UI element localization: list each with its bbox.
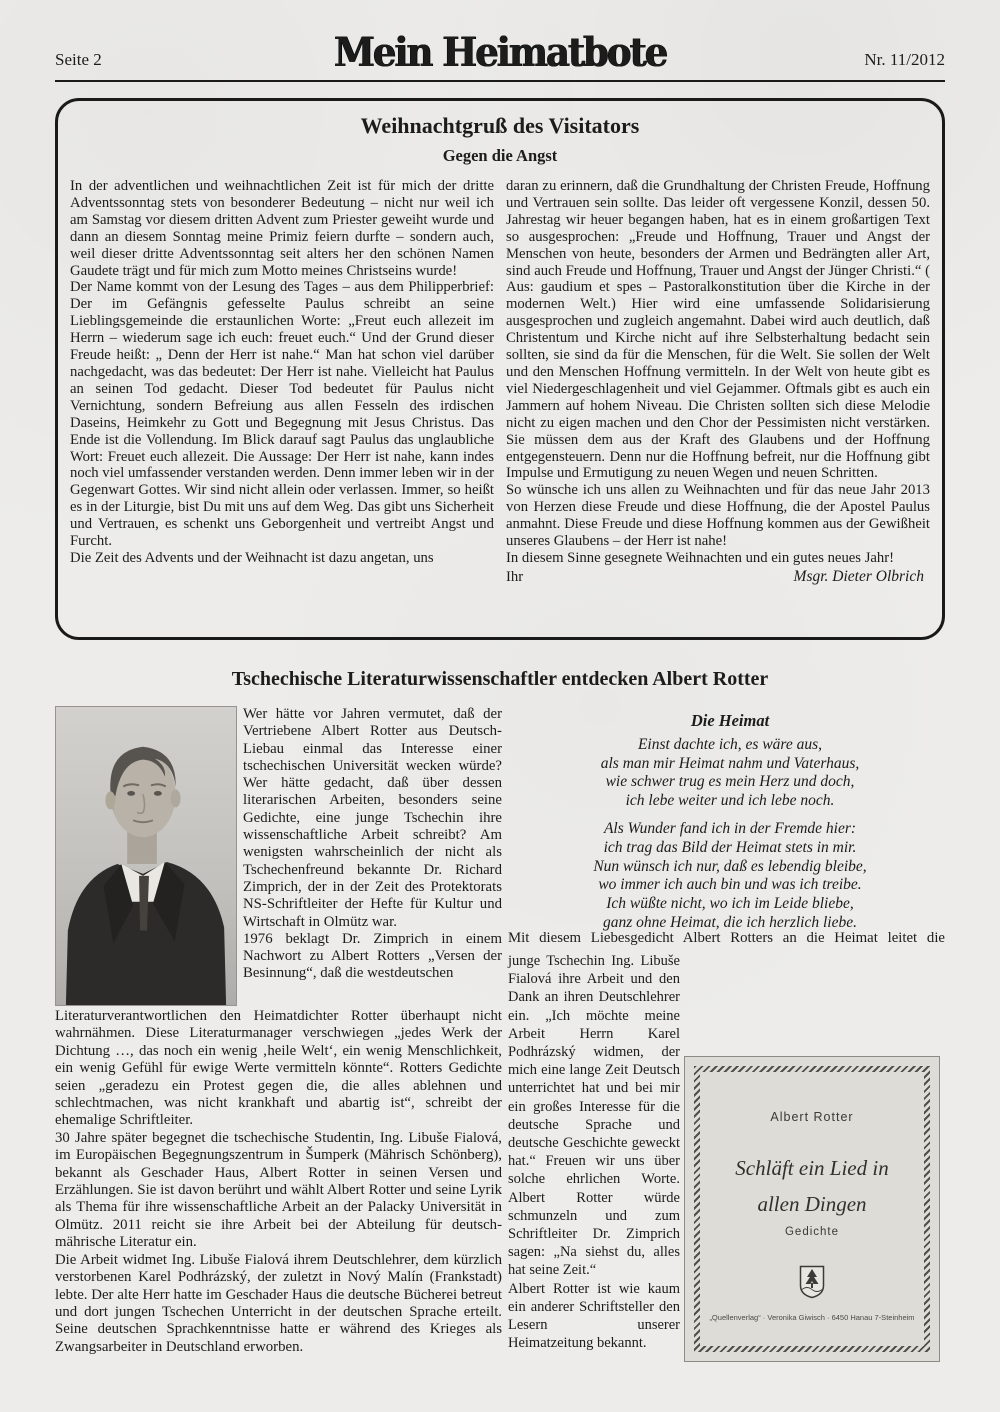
paragraph: 30 Jahre später begegnet die tschechische Studentin, Ing. Libuše Fialová, im Europäischen Begegnungszentrum in Šumperk (Mährisch Schönberg), bekannt als Geschader Haus, Albert Rotter in seinen Versen und Erzählungen. Sie ist davon berührt und wählt Albert Rotter und seine Lyrik als Thema für ihre wissenschaftliche Arbeit an der Palacky Universität in Olmütz. 2011 reicht sie ihre Arbeit bei der Abteilung für deutsch-mährische Literatur ein. (55, 1129, 502, 1251)
greeting-title: Weihnachtgruß des Visitators (360, 113, 640, 138)
poem-line: ganz ohne Heimat, die ich herzlich liebe. (603, 913, 857, 931)
book-subtitle: Gedichte (784, 1226, 840, 1238)
poem-line: Ich wüßte nicht, wo ich im Leide bliebe, (606, 895, 854, 913)
portrait-photo-graphic (56, 707, 236, 1005)
paragraph: junge Tschechin Ing. Libuše Fialová ihre Arbeit und den Dank an ihren Deutschlehrer ein. „Ich möchte meine Arbeit Herrn Karel Podhrázský widmen, der mich eine lange Zeit Deutsch unterrichtet hat und bei mir ein großes Interesse für die deutsche Sprache und deutsche Geschichte geweckt hat.“ Freuen wir uns über solche ehrlichen Worte. Albert Rotter würde schmunzeln und zum Schriftleiter Dr. Zimprich sagen: „Na siehst du, alles hat seine Zeit.“ (508, 953, 680, 1279)
paragraph: 1976 beklagt Dr. Zimprich in einem Nachwort zu Albert Rotters „Versen der Besinnung“, daß die westdeutschen (243, 930, 502, 982)
poem-line: wo immer ich auch bin und was ich treibe. (598, 876, 862, 894)
book-title-line-1: Schläft ein Lied in (735, 1156, 889, 1180)
lead-line: Mit diesem Liebesgedicht Albert Rotters an die Heimat leitet die (508, 930, 945, 946)
portrait-photo (55, 706, 237, 1006)
poem-line: ich lebe weiter und ich lebe noch. (625, 792, 835, 810)
paragraph: Die Arbeit widmet Ing. Libuše Fialová ihrem Deutschlehrer, dem kürzlich verstorbenen Karel Podhrázský, der zuletzt in Nový Malín (Frankstadt) lebte. Der alte Herr hatte im Geschader Haus die deutsche Bücherei betreut und dort jungen Tschechen Unterricht in der deutschen Sprache erteilt. Seine deutschen Sprachkenntnisse hatte er während des Krieges als Zwangsarbeiter in Deutschland erworben. (55, 1251, 502, 1355)
header-divider (55, 80, 945, 82)
poem-line: ich trag das Bild der Heimat stets in mir. (603, 838, 857, 856)
book-publisher-line: „Quellenverlag“ · Veronika Giwisch · 6450 Hanau 7-Steinheim (709, 1313, 915, 1322)
newspaper-masthead: Mein Heimatbote (333, 28, 667, 76)
signature-row (506, 569, 930, 586)
visitator-greeting-box (55, 98, 945, 640)
poem-stanza-2 (520, 820, 940, 933)
article-middle-column (243, 706, 502, 983)
paragraph: So wünsche ich uns allen zu Weihnachten und für das neue Jahr 2013 von Herzen diese Freude und diese Hoffnung, die der Apostel Paulus anmahnt. Diese Freude und diese Hoffnung kommen aus der Gewißheit unseres Glaubens – der Herr ist nahe! (506, 482, 930, 550)
paragraph: Wer hätte vor Jahren vermutet, daß der Vertriebene Albert Rotter aus Deutsch-Liebau einmal das Interesse einer tschechischen Universität wecken würde? Wer hätte gedacht, daß über dessen literarischen Arbeiten, besonders seine Gedichte, eine junge Tschechin ihre wissenschaftliche Arbeit schreibt? Am wenigsten wahrscheinlich der nicht als Tschechenfreund bekannte Dr. Richard Zimprich, der in der Zeit des Protektorats NS-Schriftleiter der Hefte für Kultur und Wirtschaft in Olmütz war. (243, 706, 502, 930)
book-cover (684, 1056, 940, 1362)
page-number-label: Seite 2 (55, 50, 102, 69)
article-narrow-column (508, 952, 680, 1352)
paragraph: Der Name kommt von der Lesung des Tages – aus dem Philipperbrief: Der im Gefängnis gefesselte Paulus schreibt an seine Lieblingsgemeinde die erstaunlichen Worte: „Freut euch allezeit im Herrn – wiederum sage ich euch: freuet euch.“ Und der Grund dieser Freude heißt: „ Denn der Herr ist nahe.“ Man hat schon viel darüber nachgedacht, was das bedeutet: Der Herr ist nahe. Vielleicht hat Paulus an seinen Tod gedacht. Dieser Tod bedeutet für Paulus nicht Vernichtung, sondern Befreiung aus allen Fesseln des irdischen Daseins, Heimkehr zu Gott und Begegnung mit Jesus Christus. Das Ende ist die Vollendung. Im Blick darauf sagt Paulus das unglaubliche Wort: Freuet euch allezeit. Die Aussage: Der Herr ist nahe, kann indes noch viel umfassender verstanden werden. Denn immer leben wir in der Gegenwart Gottes. Wir sind nicht allein oder verlassen. Immer, so heißt es in der Liturgie, bist Du mit uns auf dem Weg. Das gibt uns Sicherheit und Vertrauen, es schenkt uns Geborgenheit und vertreibt Angst und Furcht. (70, 279, 494, 550)
signature-name: Msgr. Dieter Olbrich (793, 567, 924, 585)
paragraph: Albert Rotter ist wie kaum ein anderer Schriftsteller den Lesern unserer Heimatzeitung bekannt. (508, 1280, 680, 1352)
poem-die-heimat (520, 712, 940, 942)
article-full-width-column (55, 1008, 502, 1356)
greeting-right-column (506, 178, 930, 586)
paragraph: daran zu erinnern, daß die Grundhaltung der Christen Freude, Hoffnung und Vertrauen sein sollte. Das leider oft vergessene Konzil, dessen 50. Jahrestag wir heuer begangen haben, hat es in einem großartigen Text so ausgesprochen: „Freude und Hoffnung, Trauer und Angst der Menschen von heute, besonders der Armen und Bedrängten aller Art, sind auch Freude und Hoffnung, Trauer und Angst der Jünger Christi.“ ( Aus: gaudium et spes – Pastoralkonstitution über die Kirche in der modernen Welt.) Hier wird eine umfassende Solidarisierung ausgesprochen und zugleich angemahnt. Dabei wird auch deutlich, daß Christentum und Kirche nicht auf ihre Selbsterhaltung bedacht sein sollten, sie sind da für die Menschen, für die Welt. Sie sollen der Welt und den Menschen Hoffnung vermitteln. In der Welt von heute gibt es viel Niedergeschlagenheit und viel Gejammer. Oftmals gibt es auch ein Jammern auf hohem Niveau. Die Christen sollten sich diese Melodie nicht zu eigen machen und den Chor der Pessimisten nicht verstärken. Sie müssen dem aus der Kraft des Glaubens und der Hoffnung entgegensteuern. Denn nur die Hoffnung befreit, nur die Hoffnung gibt Impulse und Ermutigung zu neuen Wegen und neuen Schritten. (506, 178, 930, 482)
book-author: Albert Rotter (770, 1110, 854, 1124)
book-title-line-2: allen Dingen (757, 1192, 867, 1216)
publisher-emblem-icon (799, 1265, 825, 1304)
poem-line: wie schwer trug es mein Herz und doch, (605, 773, 855, 791)
poem-stanza-1 (520, 736, 940, 811)
book-cover-ornamental-frame (694, 1066, 930, 1352)
poem-line: als man mir Heimat nahm und Vaterhaus, (600, 754, 860, 772)
poem-title: Die Heimat (690, 711, 770, 730)
issue-number-label: Nr. 11/2012 (864, 50, 945, 69)
book-title (700, 1150, 924, 1222)
greeting-subtitle: Gegen die Angst (442, 146, 558, 165)
closing-word: Ihr (506, 568, 524, 585)
greeting-left-column (70, 178, 494, 586)
paragraph: Literaturverantwortlichen den Heimatdichter Rotter überhaupt nicht wahrnähmen. Diese Literaturmanager verschwiegen „jedes Werk der Dichtung …, das noch ein wenig ‚heile Welt‘, ein wenig Menschlichkeit, ein wenig Gefühl für ewige Werte vermitteln könnte“. Rotters Gedichte seien „geradezu ein Protest gegen die, die alles ablehnen und schlechtmachen, was nicht krankhaft und abartig ist“, schreibt der ehemalige Schriftleiter. (55, 1008, 502, 1129)
paragraph: Die Zeit des Advents und der Weihnacht ist dazu angetan, uns (70, 549, 434, 566)
paragraph: In diesem Sinne gesegnete Weihnachten und ein gutes neues Jahr! (506, 549, 895, 566)
poem-line: Nun wünsch ich nur, daß es lebendig bleibe, (593, 857, 867, 875)
article-title: Tschechische Literaturwissenschaftler entdecken Albert Rotter (231, 668, 769, 690)
poem-line: Einst dachte ich, es wäre aus, (637, 735, 823, 753)
paragraph: In der adventlichen und weihnachtlichen Zeit ist für mich der dritte Adventssonntag stets von besonderer Bedeutung – nicht nur weil ich am Samstag vor diesem dritten Advent zum Priester geweiht wurde und dann an diesem Sonntag meine Primiz feiern durfte – sondern auch, weil dieser dritte Adventssonntag seit alters her den schönen Namen Gaudete trägt und für mich zum Motto meines Christseins wurde! (70, 178, 494, 279)
poem-line: Als Wunder fand ich in der Fremde hier: (603, 819, 857, 837)
